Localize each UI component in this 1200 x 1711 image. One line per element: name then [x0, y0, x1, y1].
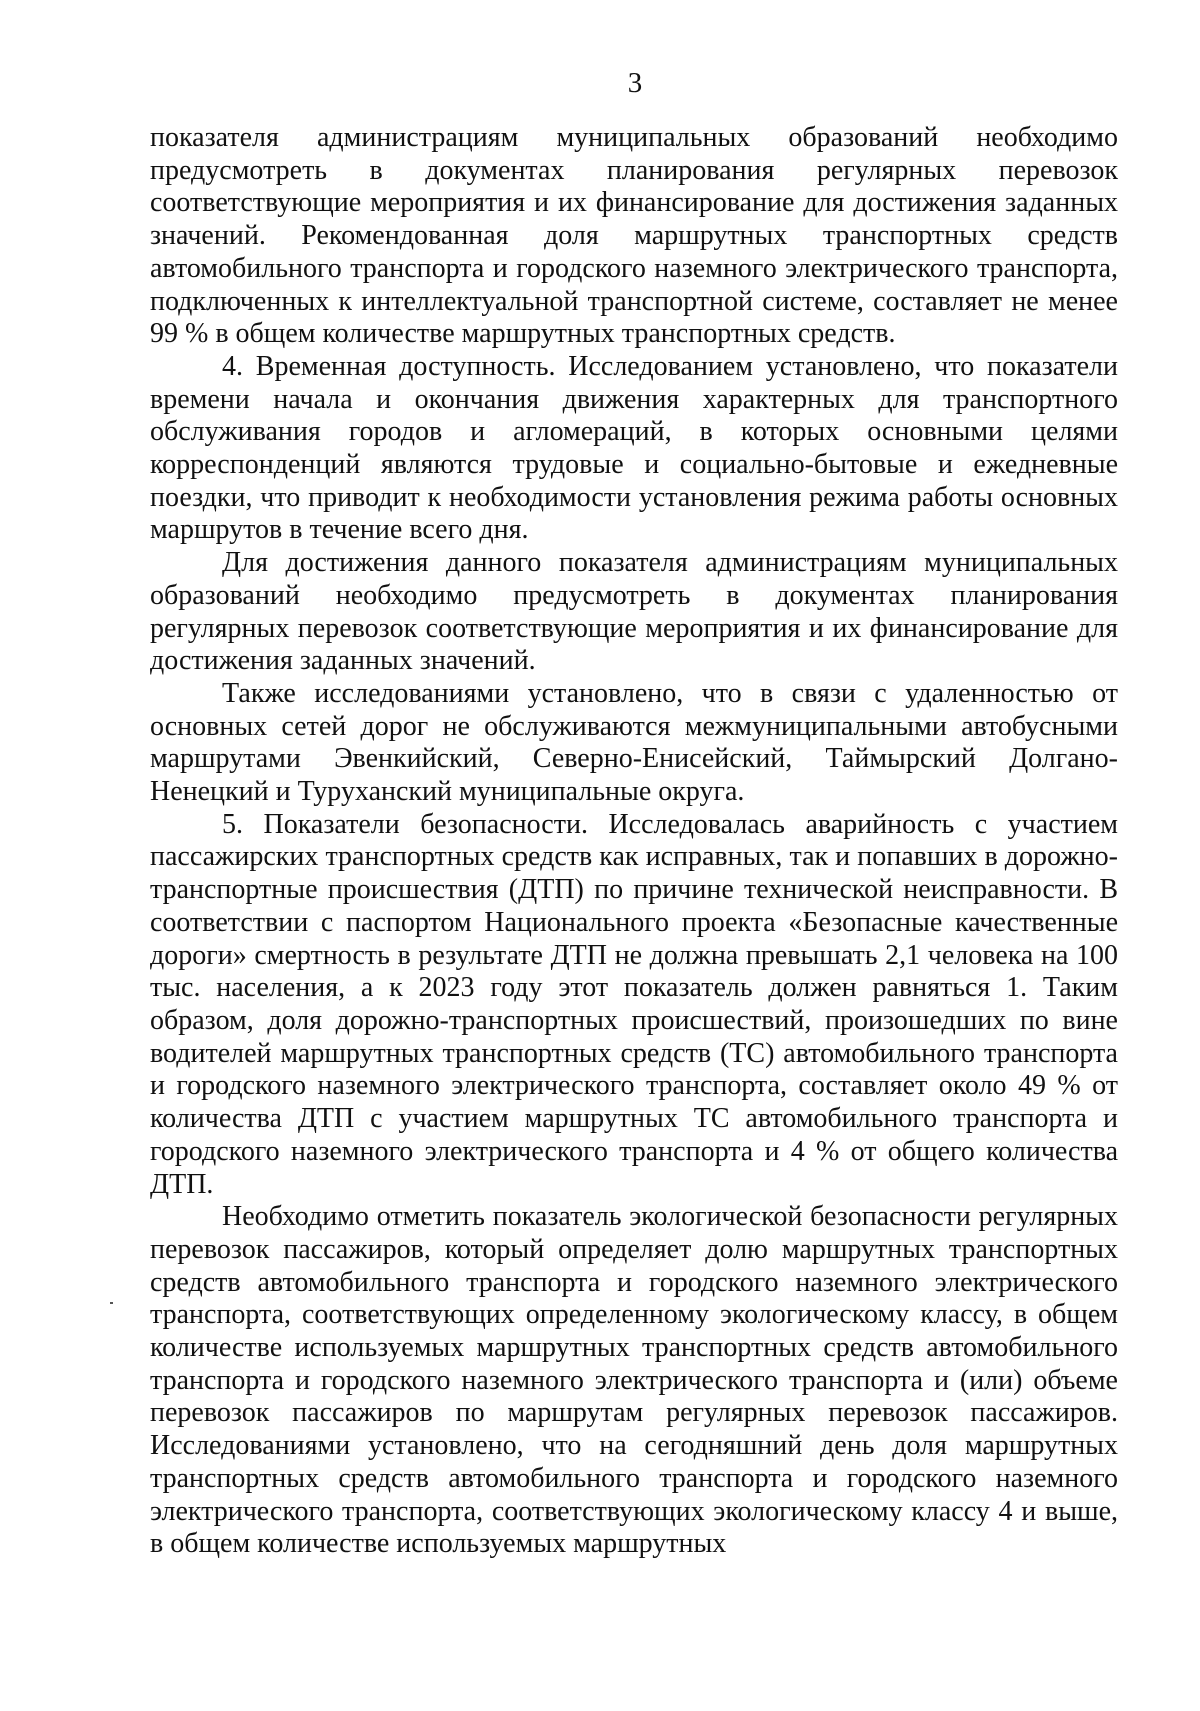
page-number: 3	[627, 67, 643, 99]
paragraph-ecological-safety: Необходимо отметить показатель экологической безопасности регулярных перевозок пассажиров, который определяет долю маршрутных транспортных средств автомобильного транспорта и городского наземного электрического транспорта, соответствующих определенному экологическому классу, в общем количестве используемых маршрутных транспортных средств автомобильного транспорта и городского наземного электрического транспорта и (или) объеме перевозок пассажиров по маршрутам регулярных перевозок пассажиров. Исследованиями установлено, что на сегодняшний день доля маршрутных транспортных средств автомобильного транспорта и городского наземного электрического транспорта, соответствующих экологическому классу 4 и выше, в общем количестве используемых маршрутных	[150, 1201, 1118, 1560]
paragraph-unserved-districts: Также исследованиями установлено, что в связи с удаленностью от основных сетей дорог не обслуживаются межмуниципальными автобусными маршрутами Эвенкийский, Северно-Енисейский, Таймырский Долгано-Ненецкий и Туруханский муниципальные округа.	[150, 677, 1118, 808]
paragraph-planning-measures: Для достижения данного показателя администрациям муниципальных образований необходимо предусмотреть в документах планирования регулярных перевозок соответствующие мероприятия и их финансирование для достижения заданных значений.	[150, 547, 1118, 677]
paragraph-its-connection: показателя администрациям муниципальных образований необходимо предусмотреть в документах планирования регулярных перевозок соответствующие мероприятия и их финансирование для достижения заданных значений. Рекомендованная доля маршрутных транспортных средств автомобильного транспорта и городского наземного электрического транспорта, подключенных к интеллектуальной транспортной системе, составляет не менее 99 % в общем количестве маршрутных транспортных средств.	[150, 122, 1118, 350]
scan-artifact-dot	[110, 1302, 113, 1304]
document-body	[150, 122, 1118, 1561]
paragraph-time-availability: 4. Временная доступность. Исследованием установлено, что показатели времени начала и окончания движения характерных для транспортного обслуживания городов и агломераций, в которых основными целями корреспонденций являются трудовые и социально-бытовые и ежедневные поездки, что приводит к необходимости установления режима работы основных маршрутов в течение всего дня.	[150, 350, 1118, 546]
paragraph-safety-indicators: 5. Показатели безопасности. Исследовалась аварийность с участием пассажирских транспортных средств как исправных, так и попавших в дорожно-транспортные происшествия (ДТП) по причине технической неисправности. В соответствии с паспортом Национального проекта «Безопасные качественные дороги» смертность в результате ДТП не должна превышать 2,1 человека на 100 тыс. населения, а к 2023 году этот показатель должен равняться 1. Таким образом, доля дорожно-транспортных происшествий, произошедших по вине водителей маршрутных транспортных средств (ТС) автомобильного транспорта и городского наземного электрического транспорта, составляет около 49 % от количества ДТП с участием маршрутных ТС автомобильного транспорта и городского наземного электрического транспорта и 4 % от общего количества ДТП.	[150, 808, 1118, 1200]
